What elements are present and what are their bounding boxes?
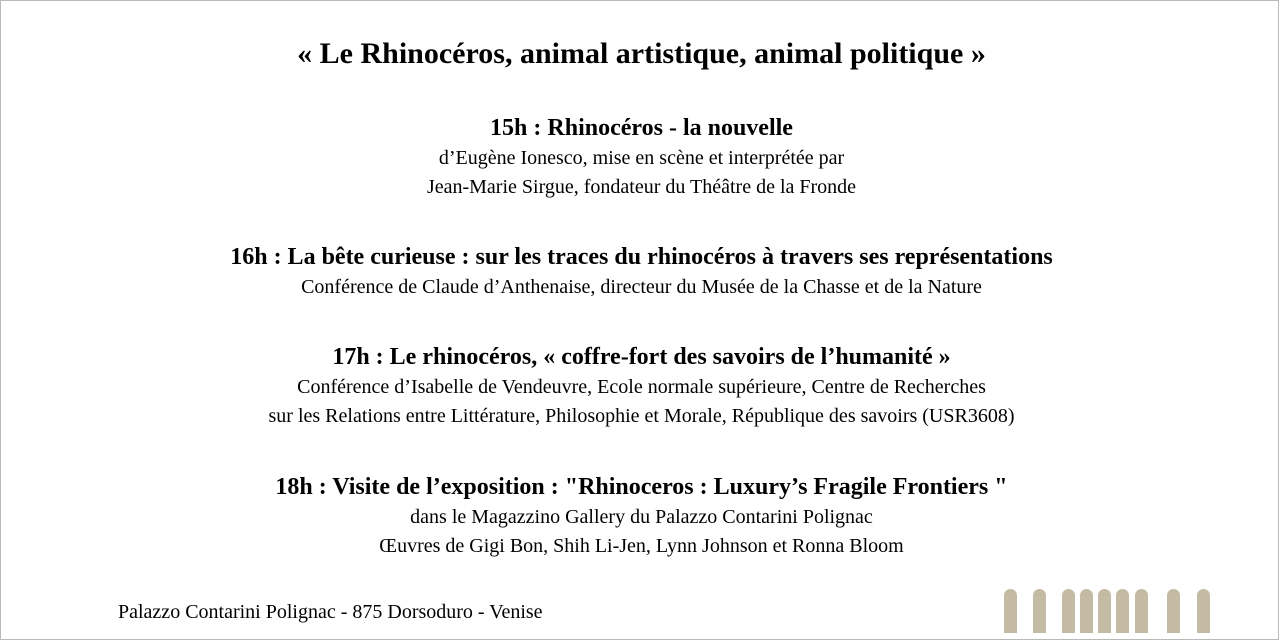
event-15h [1,112,1281,202]
event-description-line: d’Eugène Ionesco, mise en scène et interprétée par [438,147,845,169]
event-18h [1,471,1281,561]
column-bar [1004,589,1017,633]
event-16h [1,241,1281,302]
column-bar [1135,589,1148,633]
event-description-line: sur les Relations entre Littérature, Philosophie et Morale, République des savoirs (USR3608) [268,405,1015,427]
column-bar [1197,589,1210,633]
event-heading: 17h : Le rhinocéros, « coffre-fort des savoirs de l’humanité » [332,344,951,370]
document-title: « Le Rhinocéros, animal artistique, animal politique » [297,37,986,70]
event-heading: 16h : La bête curieuse : sur les traces du rhinocéros à travers ses représentations [230,244,1053,270]
event-description-line: Conférence d’Isabelle de Vendeuvre, Ecole normale supérieure, Centre de Recherches [297,376,986,398]
colonnade-icon [1001,589,1216,629]
column-bar [1033,589,1046,633]
footer-address: Palazzo Contarini Polignac - 875 Dorsoduro - Venise [118,601,543,623]
column-bar [1116,589,1129,633]
event-description-line: Conférence de Claude d’Anthenaise, directeur du Musée de la Chasse et de la Nature [301,276,982,298]
column-bar [1167,589,1180,633]
event-heading: 18h : Visite de l’exposition : "Rhinoceros : Luxury’s Fragile Frontiers " [275,474,1008,500]
event-description-line: Œuvres de Gigi Bon, Shih Li-Jen, Lynn Johnson et Ronna Bloom [379,535,904,557]
event-17h [1,341,1281,431]
event-heading: 15h : Rhinocéros - la nouvelle [490,115,793,141]
column-bar [1098,589,1111,633]
event-description-line: Jean-Marie Sirgue, fondateur du Théâtre de la Fronde [426,176,857,198]
event-description-line: dans le Magazzino Gallery du Palazzo Contarini Polignac [410,506,873,528]
column-bar [1062,589,1075,633]
column-bar [1080,589,1093,633]
